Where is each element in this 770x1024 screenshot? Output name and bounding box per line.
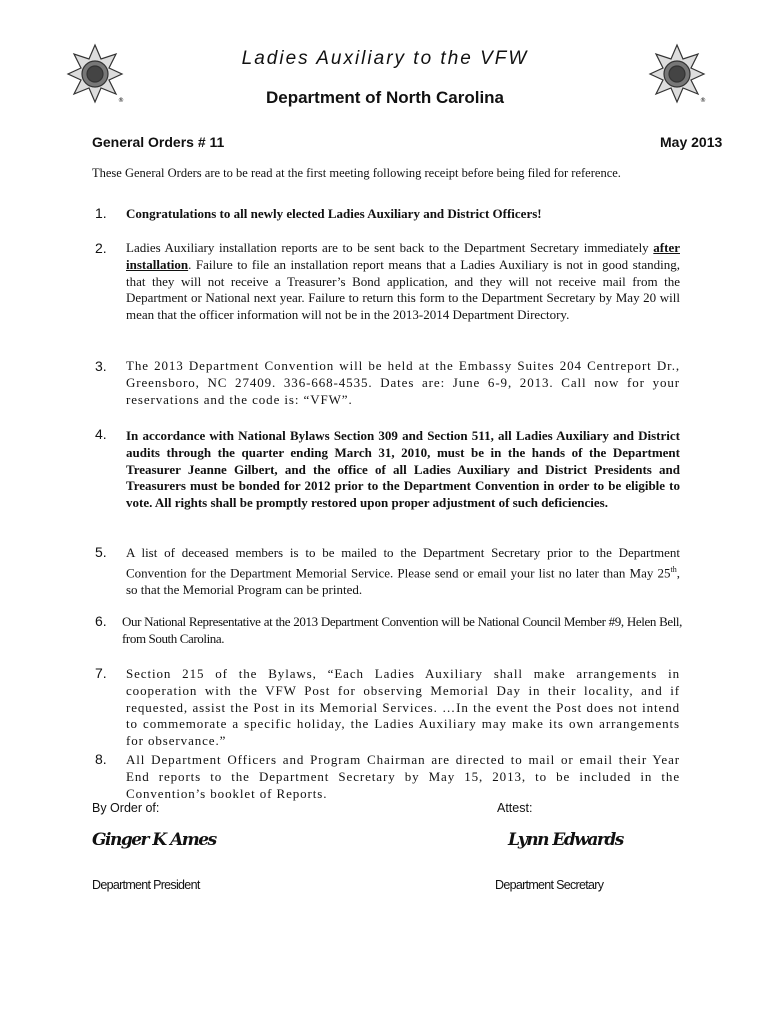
item-text: All Department Officers and Program Chairman are directed to mail or email their Year End reports to the Department Secretary by May 15, 2013, to be included in the Convention’s booklet of Reports. <box>126 752 680 801</box>
svg-text:®: ® <box>118 97 124 104</box>
item-number: 4. <box>95 426 107 442</box>
document-title: Ladies Auxiliary to the VFW <box>241 48 529 69</box>
item-text: Section 215 of the Bylaws, “Each Ladies Auxiliary shall make arrangements in cooperation with the VFW Post for observing Memorial Day in their locality, and if requested, assist the Post in its Memorial Services. …In the event the Post does not intend to commemorate a specific holiday, the Ladies Auxiliary may make its own arrangements for observance.” <box>126 666 680 749</box>
item-number: 2. <box>95 240 107 256</box>
general-orders-number: General Orders # 11 <box>92 134 225 150</box>
president-signature: Ginger K Ames <box>92 830 216 850</box>
svg-text:®: ® <box>700 97 706 104</box>
item-number: 6. <box>95 613 107 629</box>
item-text: Ladies Auxiliary installation reports are to be sent back to the Department Secretary immediately after installation. Failure to file an installation report means that a Ladies Auxiliary is not in good standing, that they will not receive a Treasurer’s Bond application, and they will not receive mail from the Department or National next year. Failure to return this form to the Department Secretary by May 20 will mean that the officer information will not be in the 2013-2014 Department Directory. <box>126 240 680 323</box>
intro-text: These General Orders are to be read at the first meeting following receipt before being filed for reference. <box>92 166 621 180</box>
department-subtitle: Department of North Carolina <box>265 88 505 107</box>
secretary-role: Department Secretary <box>495 878 604 892</box>
item-number: 8. <box>95 751 107 767</box>
attest-label: Attest: <box>497 801 533 815</box>
president-role: Department President <box>92 878 200 892</box>
underlined-text: after installation <box>126 240 680 272</box>
item-number: 7. <box>95 665 107 681</box>
item-text: A list of deceased members is to be mailed to the Department Secretary prior to the Department Convention for the Department Memorial Service. Please send or email your list no later than May 25th, so that the Memorial Program can be printed. <box>126 545 680 597</box>
item-text: Our National Representative at the 2013 Department Convention will be National Council Member #9, Helen Bell, from South Carolina. <box>122 614 682 646</box>
issue-date: May 2013 <box>660 134 723 150</box>
item-text: Congratulations to all newly elected Ladies Auxiliary and District Officers! <box>126 206 542 221</box>
by-order-label: By Order of: <box>92 801 160 815</box>
secretary-signature: Lynn Edwards <box>508 830 623 850</box>
item-number: 3. <box>95 358 107 374</box>
item-number: 5. <box>95 544 107 560</box>
item-text: The 2013 Department Convention will be held at the Embassy Suites 204 Centreport Dr., Greensboro, NC 27409. 336-668-4535. Dates are: June 6-9, 2013. Call now for your reservations and the code is: “VFW”. <box>126 358 680 407</box>
item-text: In accordance with National Bylaws Section 309 and Section 511, all Ladies Auxiliary and District audits through the quarter ending March 31, 2010, must be in the hands of the Department Treasurer Jeanne Gilbert, and the office of all Ladies Auxiliary and District Presidents and Treasurers must be bonded for 2012 prior to the Department Convention in order to be eligible to vote. All rights shall be promptly restored upon proper adjustment of such deficiencies. <box>126 428 680 511</box>
item-number: 1. <box>95 205 107 221</box>
